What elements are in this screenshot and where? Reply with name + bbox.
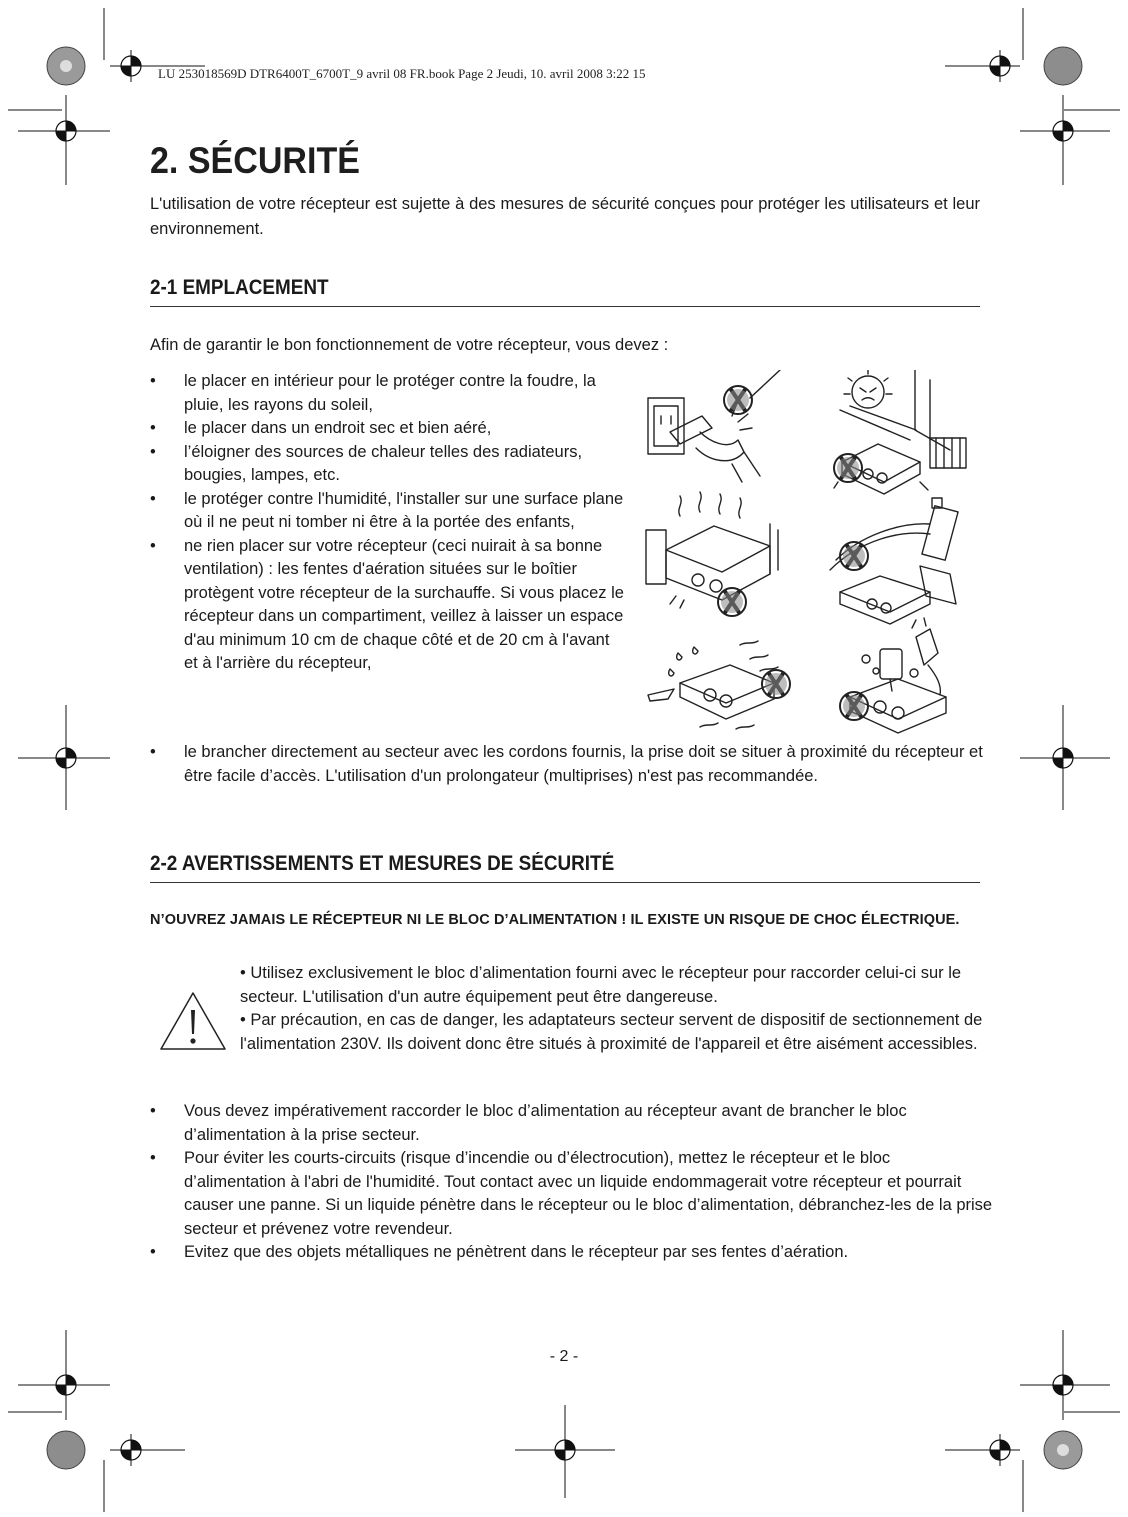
list-item: • ne rien placer sur votre récepteur (ceci nuirait à sa bonne ventilation) : les fentes d'aération situées sur le boîtier protègent votre récepteur de la surchauffe. Si vous placez le récepteur dans un compartiment, veillez à laisser un espace d'au minimum 10 cm de chaque côté et de 20 cm à l'avant et à l'arrière du récepteur,: [150, 536, 624, 672]
list-item: • le placer en intérieur pour le protéger contre la foudre, la pluie, les rayons du soleil,: [150, 372, 596, 414]
warning-triangle-icon: [158, 990, 228, 1052]
section-heading-emplacement: [150, 276, 980, 307]
list-item: • l’éloigner des sources de chaleur telles des radiateurs, bougies, lampes, etc.: [150, 442, 583, 484]
placement-bullet-list: [150, 370, 626, 676]
electric-shock-warning: N’OUVREZ JAMAIS LE RÉCEPTEUR NI LE BLOC D’ALIMENTATION ! IL EXISTE UN RISQUE DE CHOC ÉLECTRIQUE.: [150, 912, 960, 928]
intro-paragraph: L'utilisation de votre récepteur est sujette à des mesures de sécurité conçues pour protéger les utilisateurs et leur environnement.: [150, 195, 980, 238]
section-heading-avertissements: [150, 852, 980, 883]
water-illustration: [648, 641, 778, 729]
lead-paragraph: Afin de garantir le bon fonctionnement de votre récepteur, vous devez :: [150, 336, 669, 354]
objects-illustration: [850, 629, 946, 733]
list-item: • Vous devez impérativement raccorder le bloc d’alimentation au récepteur avant de brancher le bloc d’alimentation à la prise secteur.: [150, 1102, 907, 1144]
page-title: 2. SÉCURITÉ: [150, 140, 360, 181]
page-number: - 2 -: [549, 1348, 579, 1365]
heater-illustration: [646, 492, 778, 608]
placement-illustrations: [640, 370, 980, 740]
list-item: • le brancher directement au secteur avec les cordons fournis, la prise doit se situer à proximité du récepteur et être facile d’accès. L'utilisation d'un prolongateur (multiprises) n'est pas recommandée.: [150, 743, 983, 785]
safety-bullet-list: [150, 1100, 995, 1265]
list-item: • le placer dans un endroit sec et bien aéré,: [150, 419, 492, 437]
section-heading-avertissements-text: 2-2 AVERTISSEMENTS ET MESURES DE SÉCURITÉ: [150, 852, 615, 875]
warning-point: • Par précaution, en cas de danger, les adaptateurs secteur servent de dispositif de sectionnement de l'alimentation 230V. Ils doivent donc être situés à proximité de l'appareil et être aisément accessibles.: [240, 1011, 983, 1053]
list-item: • le protéger contre l'humidité, l'installer sur une surface plane où il ne peut ni tomber ni être à la portée des enfants,: [150, 489, 624, 531]
print-header: LU 253018569D DTR6400T_6700T_9 avril 08 FR.book Page 2 Jeudi, 10. avril 2008 3:22 15: [158, 66, 646, 81]
section-heading-emplacement-text: 2-1 EMPLACEMENT: [150, 276, 329, 299]
socket-illustration: [648, 370, 780, 482]
warning-points: [240, 962, 992, 1056]
placement-last-bullet: [150, 741, 990, 788]
warning-point: • Utilisez exclusivement le bloc d’alimentation fourni avec le récepteur pour raccorder celui-ci sur le secteur. L'utilisation d'un autre équipement peut être dangereuse.: [240, 964, 962, 1006]
list-item: • Pour éviter les courts-circuits (risque d’incendie ou d’électrocution), mettez le récepteur et le bloc d’alimentation à l'abri de l'humidité. Tout contact avec un liquide endommagerait votre récepteur et pourrait causer une panne. Si un liquide pénètre dans le récepteur ou le bloc d’alimentation, débranchez-les de la prise secteur et prévenez votre revendeur.: [150, 1149, 993, 1238]
list-item: • Evitez que des objets métalliques ne pénètrent dans le récepteur par ses fentes d’aération.: [150, 1243, 849, 1261]
